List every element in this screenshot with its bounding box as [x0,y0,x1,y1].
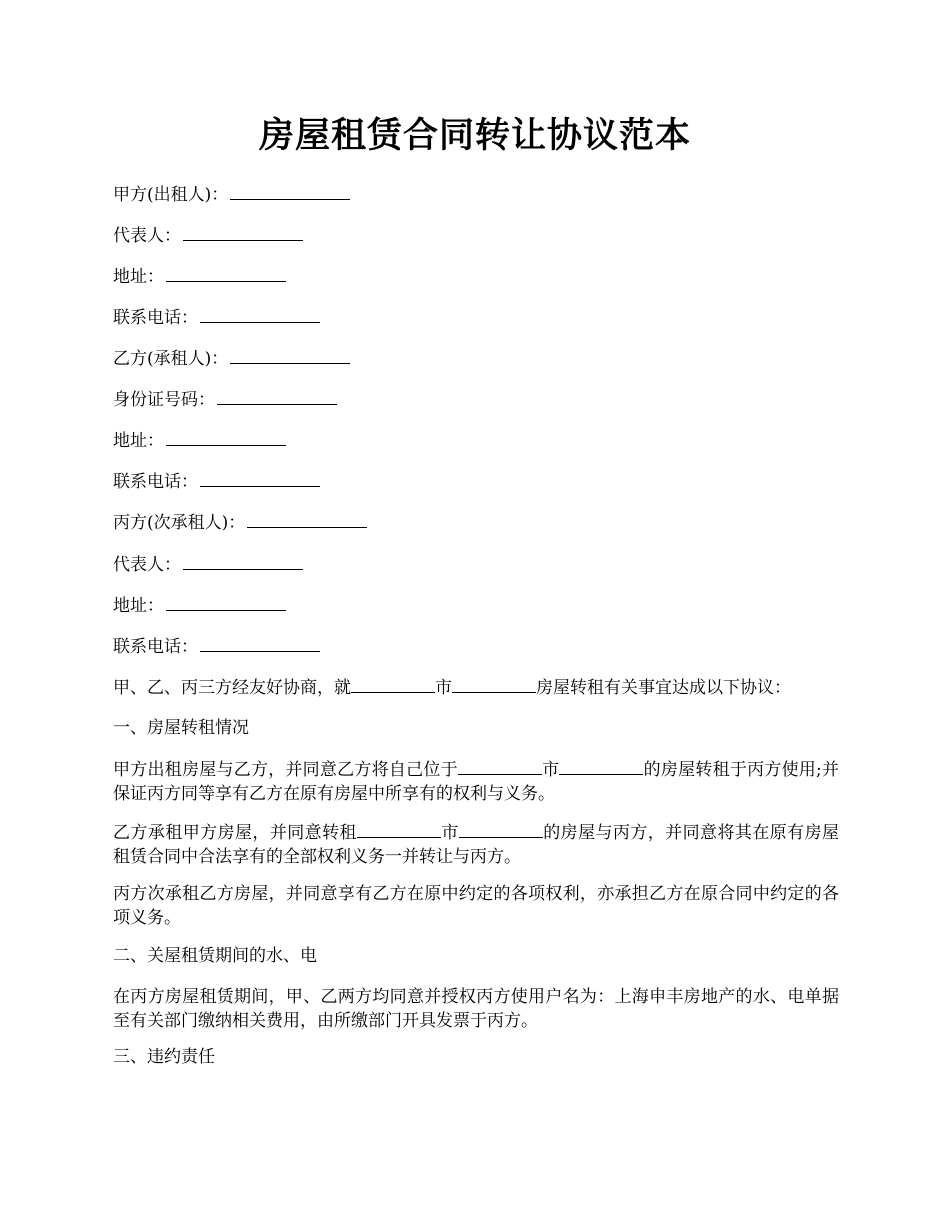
section-heading: 三、违约责任 [113,1047,215,1067]
fill-in-blank[interactable] [247,510,367,528]
section-heading: 一、房屋转租情况 [113,718,249,738]
paragraph-text: 的房屋与丙方，并同意将其在原有房屋租赁合同中合法享有的全部权利义务一并转让与丙方。 [113,823,840,867]
paragraph: 在丙方房屋租赁期间，甲、乙两方均同意并授权丙方使用户名为：上海申丰房地产的水、电单据至有关部门缴纳相关费用，由所缴部门开具发票于丙方。 [113,987,839,1031]
paragraph-text: 乙方承租甲方房屋，并同意转租 [113,823,357,843]
fill-in-blank[interactable] [230,182,350,200]
fill-in-blank[interactable] [200,634,320,652]
paragraph: 丙方次承租乙方房屋，并同意享有乙方在原中约定的各项权利，亦承担乙方在原合同中约定的各项义务。 [113,884,839,928]
field-landlord [113,182,350,207]
intro-text: 甲、乙、丙三方经友好协商，就 [113,678,351,698]
field-tenant [113,346,350,371]
fill-in-blank[interactable] [166,428,286,446]
paragraph [113,757,839,806]
paragraph-text: 市 [541,760,560,780]
field-label: 联系电话： [113,308,198,328]
fill-in-blank[interactable] [166,264,286,282]
fill-in-blank[interactable] [559,757,643,775]
field-label: 代表人： [113,226,181,246]
field-tenant-address [113,428,286,453]
paragraph-text: 市 [440,823,459,843]
intro-paragraph [113,675,791,700]
paragraph [113,820,839,869]
section-heading: 二、关屋租赁期间的水、电 [113,946,317,966]
fill-in-blank[interactable] [459,820,543,838]
field-landlord-phone [113,305,320,330]
intro-text: 市 [435,678,452,698]
fill-in-blank[interactable] [452,675,536,693]
paragraph-text: 的房屋转租于丙方使用;并保证丙方同等享有乙方在原有房屋中所享有的权利与义务。 [113,760,840,804]
field-label: 地址： [113,431,164,451]
field-subtenant-phone [113,634,320,659]
field-label: 联系电话： [113,637,198,657]
field-label: 丙方(次承租人)： [113,513,246,533]
fill-in-blank[interactable] [183,223,303,241]
field-label: 乙方(承租人)： [113,349,229,369]
fill-in-blank[interactable] [166,593,286,611]
field-subtenant-representative [113,552,303,577]
fill-in-blank[interactable] [230,346,350,364]
fill-in-blank[interactable] [357,820,441,838]
fill-in-blank[interactable] [351,675,435,693]
field-label: 地址： [113,267,164,287]
field-label: 地址： [113,596,164,616]
field-subtenant-address [113,593,286,618]
fill-in-blank[interactable] [200,305,320,323]
field-tenant-phone [113,469,320,494]
field-label: 甲方(出租人)： [113,185,229,205]
field-label: 联系电话： [113,472,198,492]
intro-text: 房屋转租有关事宜达成以下协议： [536,678,791,698]
field-label: 代表人： [113,555,181,575]
paragraph-text: 甲方出租房屋与乙方，并同意乙方将自己位于 [113,760,458,780]
field-label: 身份证号码： [113,390,215,410]
field-subtenant [113,510,367,535]
field-tenant-id-number [113,387,337,412]
field-landlord-address [113,264,286,289]
fill-in-blank[interactable] [200,469,320,487]
fill-in-blank[interactable] [183,552,303,570]
document-title: 房屋租赁合同转让协议范本 [258,115,691,156]
fill-in-blank[interactable] [217,387,337,405]
field-landlord-representative [113,223,303,248]
fill-in-blank[interactable] [458,757,542,775]
